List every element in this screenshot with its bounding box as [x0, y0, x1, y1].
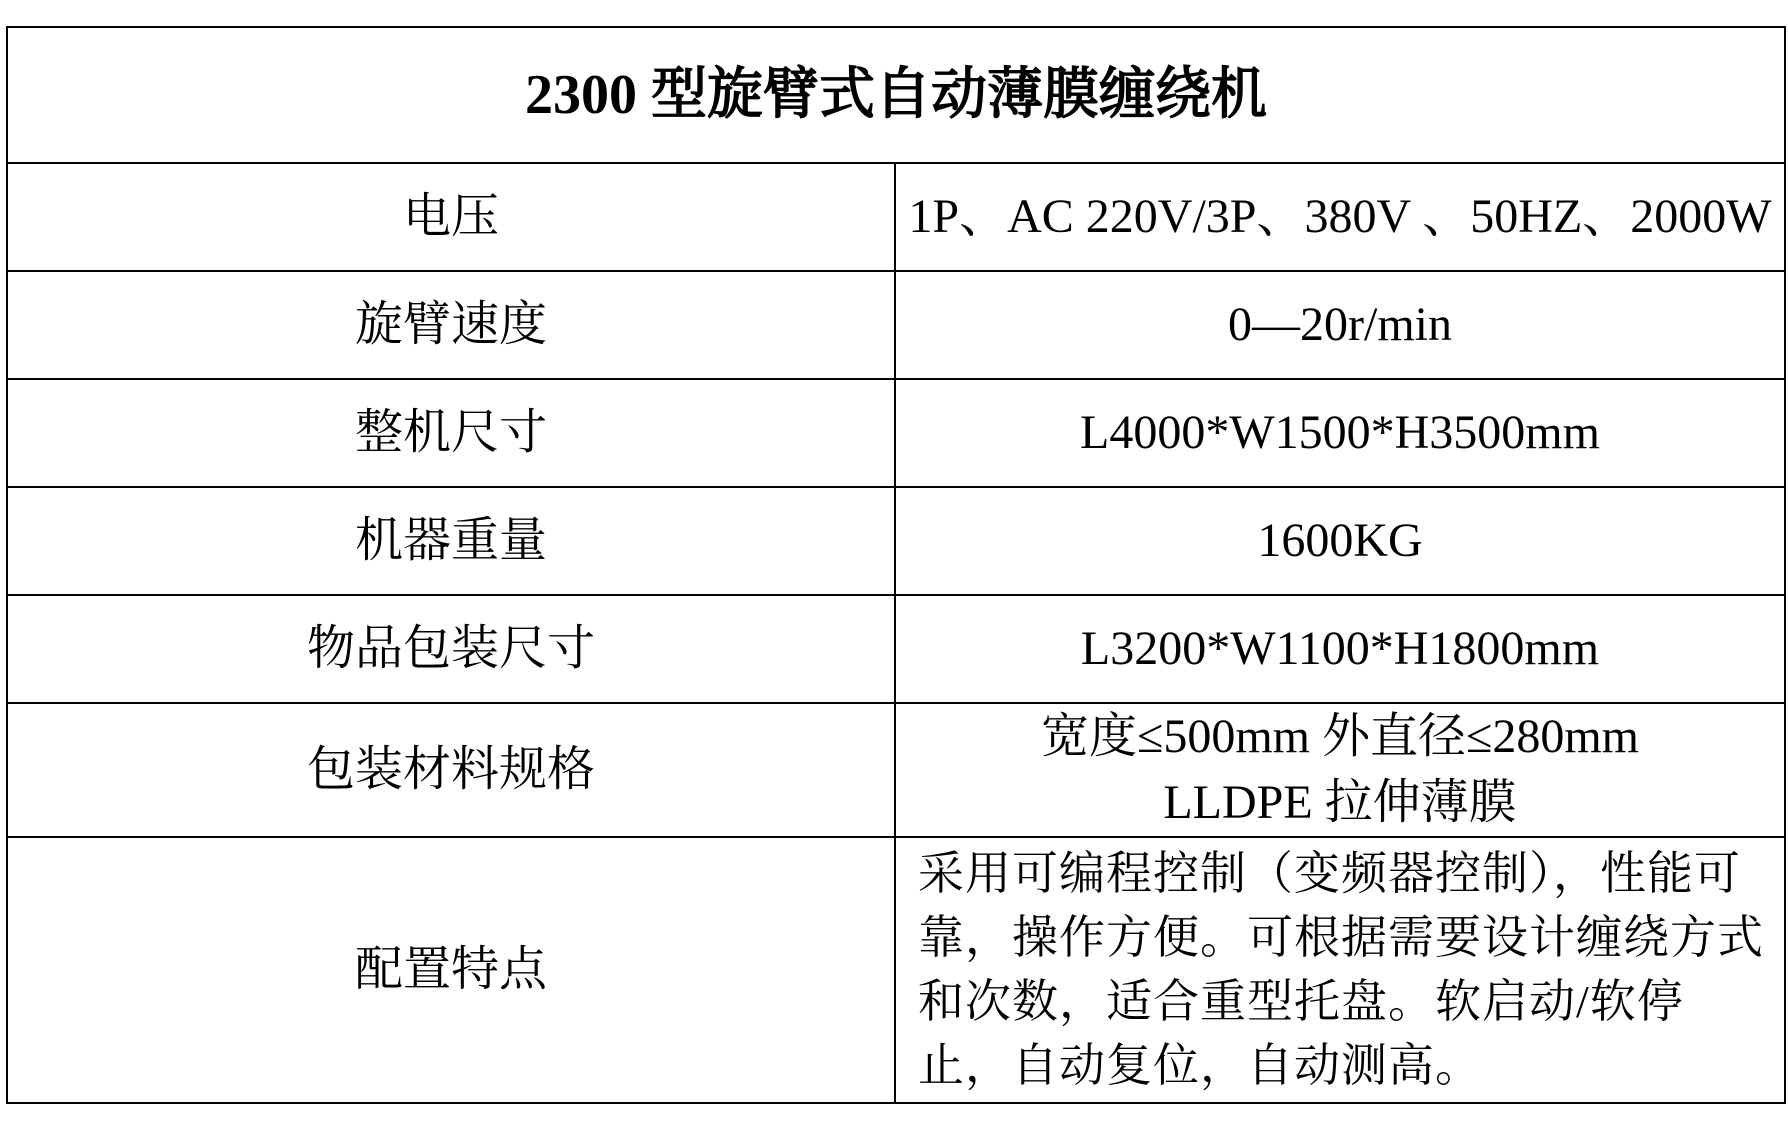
spec-row-machine-weight — [7, 487, 1785, 595]
spec-value-line: 宽度≤500mm 外直径≤280mm — [1040, 710, 1640, 763]
spec-value: L4000*W1500*H3500mm — [895, 379, 1785, 487]
spec-label: 整机尺寸 — [7, 379, 895, 487]
spec-label: 包装材料规格 — [7, 703, 895, 837]
spec-table — [6, 26, 1786, 1104]
spec-label: 电压 — [7, 163, 895, 271]
spec-value: 1P、AC 220V/3P、380V 、50HZ、2000W — [895, 163, 1785, 271]
spec-row-voltage — [7, 163, 1785, 271]
spec-value — [895, 703, 1785, 837]
spec-label: 旋臂速度 — [7, 271, 895, 379]
spec-row-arm-speed — [7, 271, 1785, 379]
spec-value: 0—20r/min — [895, 271, 1785, 379]
spec-row-features — [7, 837, 1785, 1103]
spec-label: 机器重量 — [7, 487, 895, 595]
spec-value-line: LLDPE 拉伸薄膜 — [1163, 776, 1517, 829]
spec-value: 采用可编程控制（变频器控制），性能可靠，操作方便。可根据需要设计缠绕方式和次数，适合重型托盘。软启动/软停止，自动复位，自动测高。 — [895, 837, 1785, 1103]
spec-label: 物品包装尺寸 — [7, 595, 895, 703]
spec-row-package-size — [7, 595, 1785, 703]
spec-row-material — [7, 703, 1785, 837]
spec-label: 配置特点 — [7, 837, 895, 1103]
title-row — [7, 27, 1785, 163]
spec-value: L3200*W1100*H1800mm — [895, 595, 1785, 703]
spec-value: 1600KG — [895, 487, 1785, 595]
table-title: 2300 型旋臂式自动薄膜缠绕机 — [7, 27, 1785, 163]
spec-row-machine-size — [7, 379, 1785, 487]
